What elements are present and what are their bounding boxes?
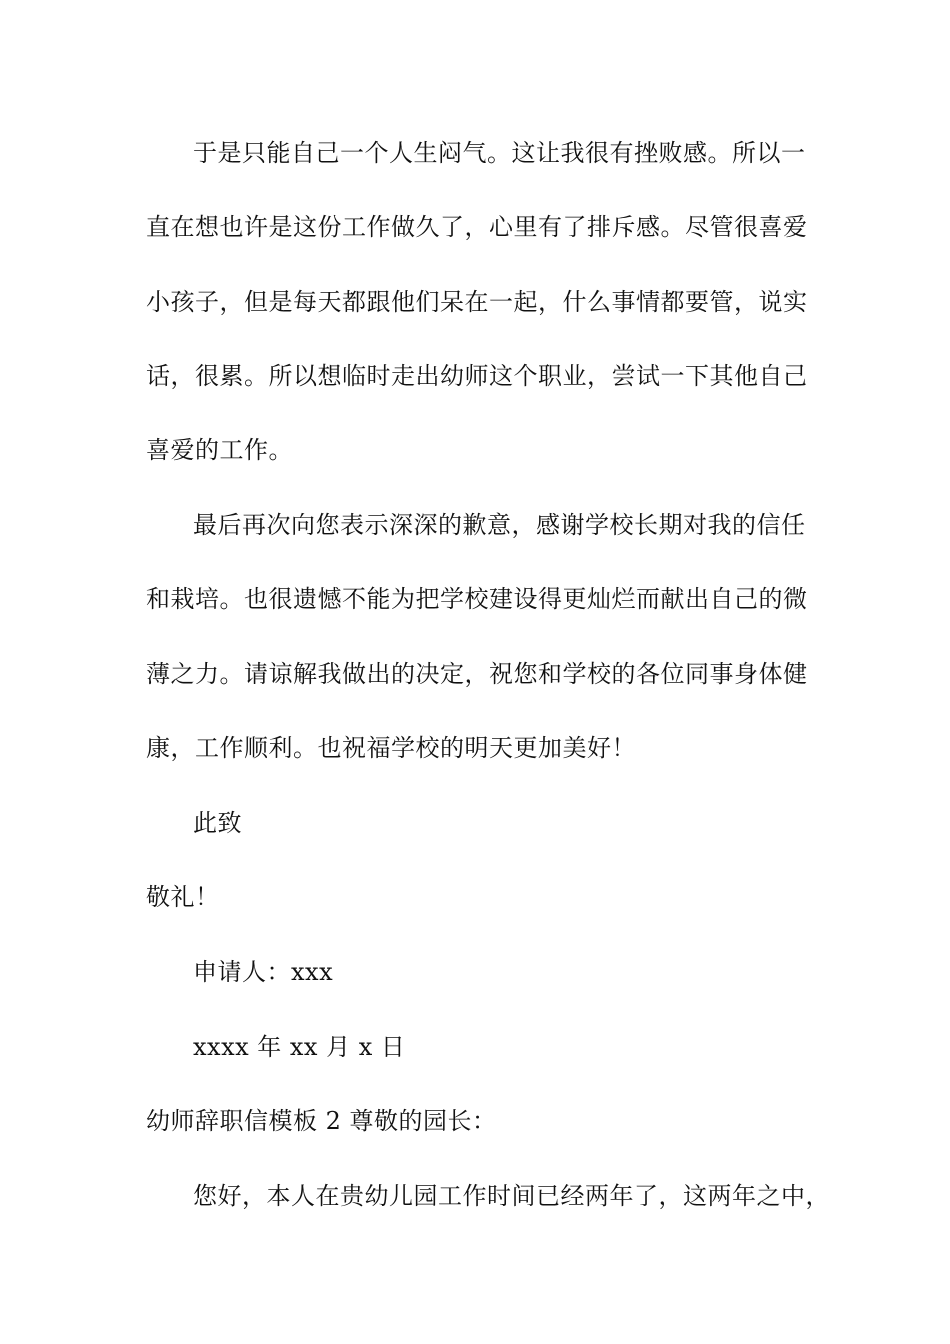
template-heading: 幼师辞职信模板 2 尊敬的园长：: [146, 1107, 497, 1135]
paragraph-line: 最后再次向您表示深深的歉意，感谢学校长期对我的信任: [193, 511, 806, 539]
paragraph-line: 话，很累。所以想临时走出幼师这个职业，尝试一下其他自己: [146, 362, 808, 390]
paragraph-line: 喜爱的工作。: [146, 436, 293, 464]
paragraph-line: 直在想也许是这份工作做久了，心里有了排斥感。尽管很喜爱: [146, 213, 808, 241]
applicant-line: 申请人：xxx: [193, 958, 334, 986]
closing-line: 此致: [193, 809, 242, 837]
paragraph-line: 康，工作顺利。也祝福学校的明天更加美好！: [146, 734, 636, 762]
paragraph-line: 于是只能自己一个人生闷气。这让我很有挫败感。所以一: [193, 139, 806, 167]
paragraph-line: 您好，本人在贵幼儿园工作时间已经两年了，这两年之中，: [193, 1182, 830, 1210]
paragraph-line: 薄之力。请谅解我做出的决定，祝您和学校的各位同事身体健: [146, 660, 808, 688]
paragraph-line: 小孩子，但是每天都跟他们呆在一起，什么事情都要管，说实: [146, 288, 808, 316]
salutation-line: 敬礼！: [146, 883, 220, 911]
date-line: xxxx 年 xx 月 x 日: [193, 1033, 406, 1061]
paragraph-line: 和栽培。也很遗憾不能为把学校建设得更灿烂而献出自己的微: [146, 585, 808, 613]
